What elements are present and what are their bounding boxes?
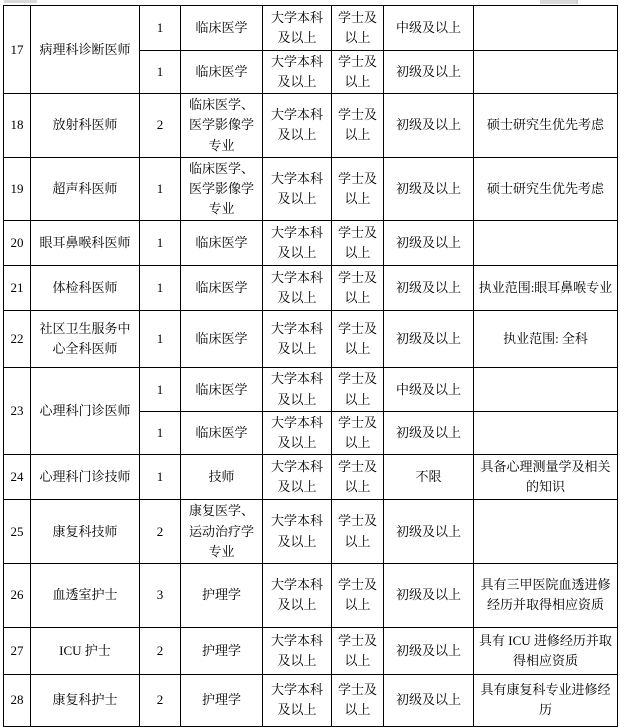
- top-left-artifact: [4, 0, 37, 3]
- cell-count: 1: [140, 6, 181, 51]
- cell-remark: [474, 500, 618, 563]
- table-row: [4, 563, 618, 627]
- table-row: [4, 6, 618, 51]
- cell-no: 21: [4, 266, 31, 311]
- cell-degree: 学士及以上: [332, 674, 384, 726]
- cell-major: 临床医学: [181, 221, 263, 266]
- cell-remark: [474, 368, 618, 412]
- cell-remark: 执业范围: 全科: [474, 311, 618, 368]
- cell-degree: 学士及以上: [332, 500, 384, 563]
- cell-title: 初级及以上: [384, 412, 474, 455]
- cell-remark: 硕士研究生优先考虑: [474, 157, 618, 220]
- cell-education: 大学本科及以上: [263, 455, 332, 500]
- cell-education: 大学本科及以上: [263, 266, 332, 311]
- table-row: [4, 368, 618, 412]
- cell-position: 超声科医师: [31, 157, 140, 220]
- cell-remark: 具有康复科专业进修经历: [474, 674, 618, 726]
- cell-count: 2: [140, 674, 181, 726]
- cell-position: ICU 护士: [31, 627, 140, 674]
- cell-count: 3: [140, 563, 181, 627]
- cell-remark: 具备心理测量学及相关的知识: [474, 455, 618, 500]
- cell-count: 1: [140, 412, 181, 455]
- cell-major: 护理学: [181, 674, 263, 726]
- cell-no: 22: [4, 311, 31, 368]
- cell-no: 26: [4, 563, 31, 627]
- cell-major: 临床医学: [181, 412, 263, 455]
- cell-degree: 学士及以上: [332, 627, 384, 674]
- cell-degree: 学士及以上: [332, 266, 384, 311]
- cell-count: 1: [140, 311, 181, 368]
- cell-major: 临床医学、医学影像学专业: [181, 94, 263, 157]
- cell-title: 初级及以上: [384, 500, 474, 563]
- cell-degree: 学士及以上: [332, 563, 384, 627]
- cell-education: 大学本科及以上: [263, 500, 332, 563]
- table-row: [4, 221, 618, 266]
- cell-no: 19: [4, 157, 31, 220]
- cell-position: 心理科门诊医师: [31, 368, 140, 455]
- cell-position: 血透室护士: [31, 563, 140, 627]
- cell-title: 初级及以上: [384, 51, 474, 94]
- cell-education: 大学本科及以上: [263, 674, 332, 726]
- cell-position: 放射科医师: [31, 94, 140, 157]
- cell-title: 初级及以上: [384, 563, 474, 627]
- cell-education: 大学本科及以上: [263, 368, 332, 412]
- top-right-artifact: [540, 0, 578, 4]
- cell-position: 病理科诊断医师: [31, 6, 140, 94]
- cell-count: 1: [140, 368, 181, 412]
- cell-title: 初级及以上: [384, 627, 474, 674]
- table-row: [4, 674, 618, 726]
- cell-degree: 学士及以上: [332, 94, 384, 157]
- cell-remark: [474, 6, 618, 51]
- cell-degree: 学士及以上: [332, 412, 384, 455]
- cell-no: 23: [4, 368, 31, 455]
- recruitment-table: [3, 5, 618, 727]
- cell-degree: 学士及以上: [332, 6, 384, 51]
- cell-title: 初级及以上: [384, 266, 474, 311]
- cell-count: 1: [140, 455, 181, 500]
- cell-count: 1: [140, 266, 181, 311]
- cell-degree: 学士及以上: [332, 455, 384, 500]
- cell-degree: 学士及以上: [332, 311, 384, 368]
- cell-no: 20: [4, 221, 31, 266]
- cell-degree: 学士及以上: [332, 157, 384, 220]
- cell-education: 大学本科及以上: [263, 627, 332, 674]
- cell-position: 社区卫生服务中心全科医师: [31, 311, 140, 368]
- cell-education: 大学本科及以上: [263, 311, 332, 368]
- cell-major: 临床医学: [181, 311, 263, 368]
- cell-degree: 学士及以上: [332, 51, 384, 94]
- cell-education: 大学本科及以上: [263, 221, 332, 266]
- cell-count: 1: [140, 157, 181, 220]
- cell-count: 1: [140, 221, 181, 266]
- cell-remark: [474, 221, 618, 266]
- table-row: [4, 627, 618, 674]
- cell-title: 初级及以上: [384, 311, 474, 368]
- cell-remark: 执业范围:眼耳鼻喉专业: [474, 266, 618, 311]
- cell-remark: 具有三甲医院血透进修经历并取得相应资质: [474, 563, 618, 627]
- table-row: [4, 157, 618, 220]
- table-row: [4, 266, 618, 311]
- cell-education: 大学本科及以上: [263, 563, 332, 627]
- cell-position: 体检科医师: [31, 266, 140, 311]
- cell-count: 2: [140, 94, 181, 157]
- cell-no: 27: [4, 627, 31, 674]
- table-row: [4, 500, 618, 563]
- cell-major: 临床医学: [181, 368, 263, 412]
- cell-no: 25: [4, 500, 31, 563]
- cell-title: 初级及以上: [384, 94, 474, 157]
- cell-major: 临床医学: [181, 6, 263, 51]
- cell-major: 临床医学: [181, 266, 263, 311]
- cell-remark: 具有 ICU 进修经历并取得相应资质: [474, 627, 618, 674]
- cell-no: 24: [4, 455, 31, 500]
- cell-remark: [474, 412, 618, 455]
- cell-remark: [474, 51, 618, 94]
- cell-major: 康复医学、运动治疗学专业: [181, 500, 263, 563]
- cell-title: 初级及以上: [384, 221, 474, 266]
- cell-no: 28: [4, 674, 31, 726]
- cell-position: 眼耳鼻喉科医师: [31, 221, 140, 266]
- cell-position: 康复科技师: [31, 500, 140, 563]
- cell-title: 中级及以上: [384, 368, 474, 412]
- cell-major: 临床医学、医学影像学专业: [181, 157, 263, 220]
- cell-title: 初级及以上: [384, 157, 474, 220]
- cell-no: 17: [4, 6, 31, 94]
- cell-education: 大学本科及以上: [263, 94, 332, 157]
- cell-education: 大学本科及以上: [263, 51, 332, 94]
- cell-title: 不限: [384, 455, 474, 500]
- cell-education: 大学本科及以上: [263, 6, 332, 51]
- cell-major: 技师: [181, 455, 263, 500]
- cell-title: 中级及以上: [384, 6, 474, 51]
- cell-count: 2: [140, 500, 181, 563]
- cell-count: 1: [140, 51, 181, 94]
- cell-major: 临床医学: [181, 51, 263, 94]
- cell-degree: 学士及以上: [332, 368, 384, 412]
- cell-education: 大学本科及以上: [263, 412, 332, 455]
- cell-major: 护理学: [181, 563, 263, 627]
- table-row: [4, 455, 618, 500]
- cell-count: 2: [140, 627, 181, 674]
- cell-education: 大学本科及以上: [263, 157, 332, 220]
- table-row: [4, 94, 618, 157]
- cell-no: 18: [4, 94, 31, 157]
- cell-degree: 学士及以上: [332, 221, 384, 266]
- cell-title: 初级及以上: [384, 674, 474, 726]
- cell-position: 心理科门诊技师: [31, 455, 140, 500]
- cell-position: 康复科护士: [31, 674, 140, 726]
- cell-major: 护理学: [181, 627, 263, 674]
- table-row: [4, 311, 618, 368]
- cell-remark: 硕士研究生优先考虑: [474, 94, 618, 157]
